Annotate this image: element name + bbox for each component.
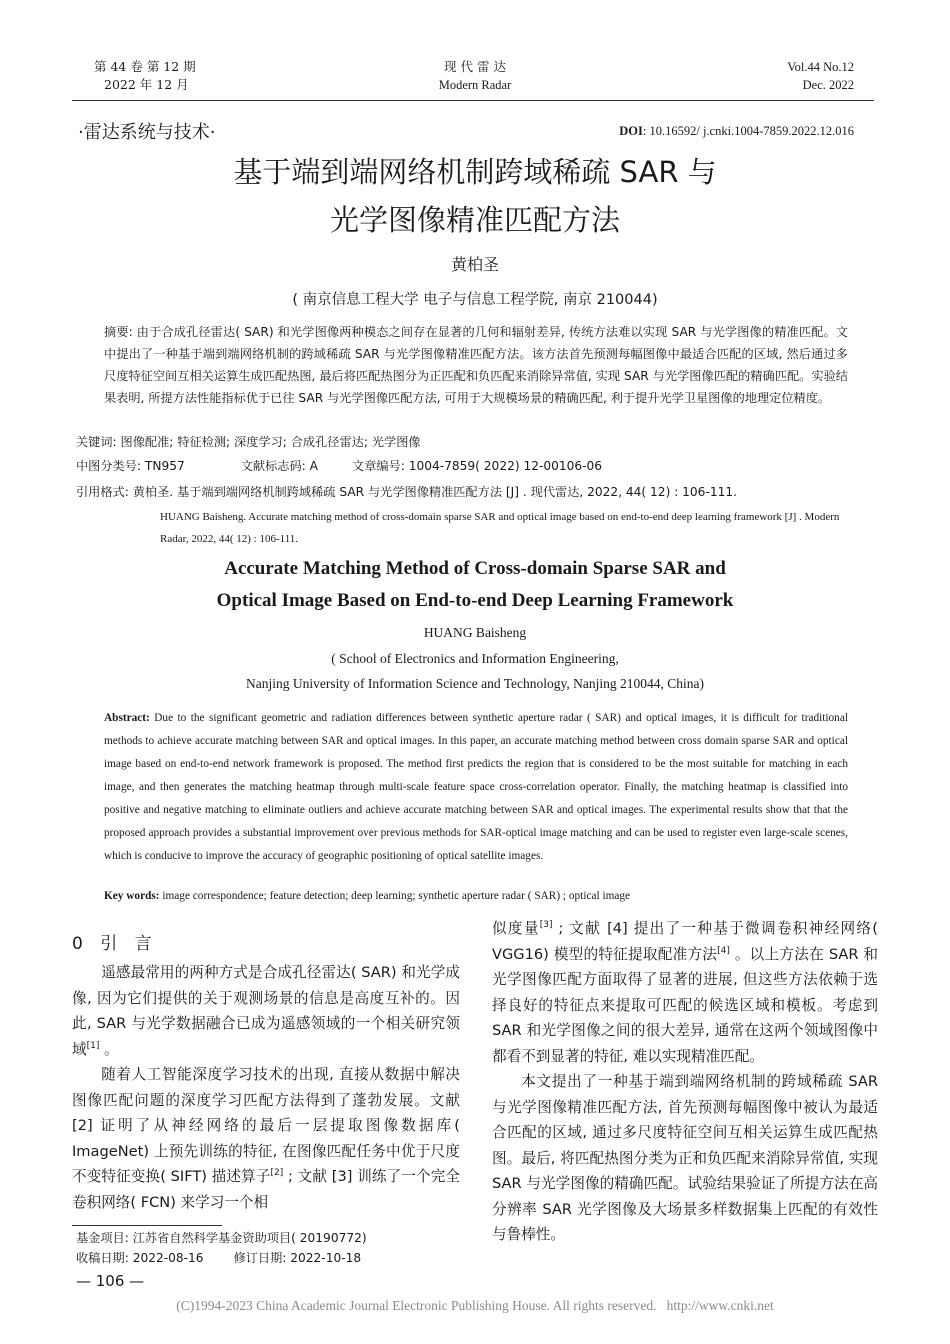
- abstract-cn: 摘要: 由于合成孔径雷达( SAR) 和光学图像两种模态之间存在显著的几何和辐射差异, 传统方法难以实现 SAR 与光学图像的精准匹配。文中提出了一种基于端到端网络机制的跨域稀疏 SAR 与光学图像精准匹配方法。该方法首先预测每幅图像中最适合匹配的区域, 然后通过多尺度特征空间互相关运算生成匹配热图, 最后将匹配热图分为正匹配和负匹配来消除异常值, 实现 SAR 与光学图像匹配的精确匹配。实验结果表明, 所提方法性能指标优于已往 SAR 与光学图像匹配方法, 可用于大规模场景的精确匹配, 利于提升光学卫星图像的地理定位精度。: [104, 325, 848, 405]
- body-text: 。以上方法在 SAR 和光学图像匹配方面取得了显著的进展, 但这些方法依赖于选择良好的特征点来提取可匹配的候选区域和模板。考虑到 SAR 和光学图像之间的很大差异, 通常在这两个领域图像中都看不到显著的特征, 难以实现精准匹配。: [492, 945, 878, 1065]
- affiliation-en-line1: ( School of Electronics and Information Engineering,: [331, 651, 619, 666]
- title-en-line1: Accurate Matching Method of Cross-domain Sparse SAR and: [224, 558, 726, 579]
- body-paragraph: 本文提出了一种基于端到端网络机制的跨域稀疏 SAR 与光学图像精准匹配方法, 首先预测每幅图像中被认为最适合匹配的区域, 通过多尺度特征空间互相关运算生成匹配热图。最后, 将匹配热图分类为正和负匹配来消除异常值, 实现 SAR 与光学图像的精确匹配。试验结果验证了所提方法在高分辨率 SAR 光学图像及大场景多样数据集上匹配的有效性与鲁棒性。: [492, 1073, 878, 1243]
- body-text: 。: [99, 1040, 119, 1058]
- doc-code: 文献标志码: A: [240, 459, 319, 473]
- abstract-en: [104, 707, 848, 868]
- footnote-divider: [72, 1225, 222, 1226]
- citation-cn: 引用格式: 黄柏圣. 基于端到端网络机制跨域稀疏 SAR 与光学图像精准匹配方法 [J] . 现代雷达, 2022, 44( 12) : 106-111.: [76, 485, 737, 499]
- reference-marker[interactable]: [4]: [717, 945, 730, 956]
- header-date-cn: 2022 年 12 月: [104, 77, 189, 92]
- body-text: 遥感最常用的两种方式是合成孔径雷达( SAR) 和光学成像, 因为它们提供的关于观测场景的信息是高度互补的。因此, SAR 与光学数据融合已成为遥感领域的一个相关研究领域: [72, 964, 460, 1058]
- title-cn-line1: 基于端到端网络机制跨域稀疏 SAR 与: [233, 155, 717, 189]
- header-volume-cn: 第 44 卷 第 12 期: [94, 59, 196, 74]
- header-divider: [72, 100, 874, 101]
- keywords-cn: 关键词: 图像配准; 特征检测; 深度学习; 合成孔径雷达; 光学图像: [76, 435, 421, 449]
- keywords-en-label: Key words:: [104, 890, 160, 902]
- title-en-line2: Optical Image Based on End-to-end Deep Learning Framework: [216, 590, 734, 611]
- body-text: 随着人工智能深度学习技术的出现, 直接从数据中解决图像匹配问题的深度学习匹配方法得到了蓬勃发展。文献 [2] 证明了从神经网络的最后一层提取图像数据库( ImageNet) 上预先训练的特征, 在图像匹配任务中优于尺度不变特征变换( SIFT) 描述算子: [72, 1066, 460, 1185]
- body-paragraph: [72, 960, 460, 1062]
- affiliation-cn: ( 南京信息工程大学 电子与信息工程学院, 南京 210044): [292, 292, 658, 308]
- reference-marker[interactable]: [2]: [270, 1168, 284, 1179]
- header-vol-en-block: [787, 58, 854, 94]
- body-right-column: [492, 916, 878, 1248]
- article-number: 文章编号: 1004-7859( 2022) 12-00106-06: [352, 459, 603, 473]
- abstract-en-label: Abstract:: [104, 712, 150, 724]
- header-journal-cn: 现 代 雷 达: [444, 59, 506, 74]
- keywords-en: [104, 890, 630, 902]
- reference-marker[interactable]: [3]: [539, 920, 553, 931]
- affiliation-en-line2: Nanjing University of Information Science and Technology, Nanjing 210044, China): [246, 676, 704, 691]
- body-text: ; 文献 [3] 训练了一个完全卷积网络( FCN) 来学习一个相: [72, 1168, 460, 1211]
- classification-line: [76, 455, 602, 477]
- keywords-en-text: image correspondence; feature detection; deep learning; synthetic aperture radar ( SAR) ; optical image: [159, 890, 631, 902]
- body-text: 似度量: [492, 920, 540, 937]
- title-cn-line2: 光学图像精准匹配方法: [329, 203, 620, 237]
- header-volume-en: Vol.44 No.12: [787, 60, 854, 74]
- footnote-fund: 基金项目: 江苏省自然科学基金资助项目( 20190772): [76, 1231, 367, 1245]
- header-journal-en: Modern Radar: [438, 78, 512, 92]
- revised-date: 修订日期: 2022-10-18: [233, 1251, 362, 1265]
- doi-label: DOI: [619, 124, 643, 138]
- section-tag: ·雷达系统与技术·: [78, 122, 216, 143]
- author-en: HUANG Baisheng: [423, 625, 527, 640]
- received-date: 收稿日期: 2022-08-16: [76, 1251, 204, 1265]
- body-paragraph: [492, 916, 878, 1069]
- copyright-notice: (C)1994-2023 China Academic Journal Electronic Publishing House. All rights reserved. http://www.cnki.net: [176, 1298, 774, 1313]
- doi-value: : 10.16592/ j.cnki.1004-7859.2022.12.016: [642, 124, 854, 138]
- doi[interactable]: [619, 124, 854, 139]
- clc-number: 中图分类号: TN957: [76, 459, 185, 473]
- citation-en: HUANG Baisheng. Accurate matching method of cross-domain sparse SAR and optical image based on end-to-end deep learning framework [J] . Modern Radar, 2022, 44( 12) : 106-111.: [160, 511, 840, 545]
- author-cn: 黄柏圣: [450, 255, 499, 274]
- header-date-en: Dec. 2022: [802, 78, 854, 92]
- abstract-en-text: Due to the significant geometric and radiation differences between synthetic aperture radar ( SAR) and optical images, it is difficult for traditional methods to achieve accurate matching between SAR and optical images. In this paper, an accurate matching method between cross domain sparse SAR and optical image based on end-to-end network framework is proposed. The method first predicts the region that is considered to be the most suitable for matching in each image, and then generates the matching heatmap through multi-scale feature space cross-correlation operator. Finally, the matching heatmap is classified into positive and negative matching to eliminate outliers and achieve accurate matching between SAR and optical images. The experimental results show that that the proposed approach provides a substantial improvement over previous methods for SAR-optical image matching and can be used to register even large-scale scenes, which is conducive to improve the accuracy of geographic positioning of optical satellite images.: [104, 712, 848, 862]
- reference-marker[interactable]: [1]: [86, 1040, 100, 1051]
- body-left-column: [72, 960, 460, 1215]
- section-heading-introduction: 0 引 言: [72, 934, 158, 954]
- footnote-dates: [76, 1249, 361, 1266]
- body-text: ; 文献 [4] 提出了一种基于微调卷积神经网络( VGG16) 模型的特征提取配准方法: [492, 920, 878, 963]
- page-number: — 106 —: [76, 1272, 145, 1290]
- body-paragraph: [72, 1062, 460, 1215]
